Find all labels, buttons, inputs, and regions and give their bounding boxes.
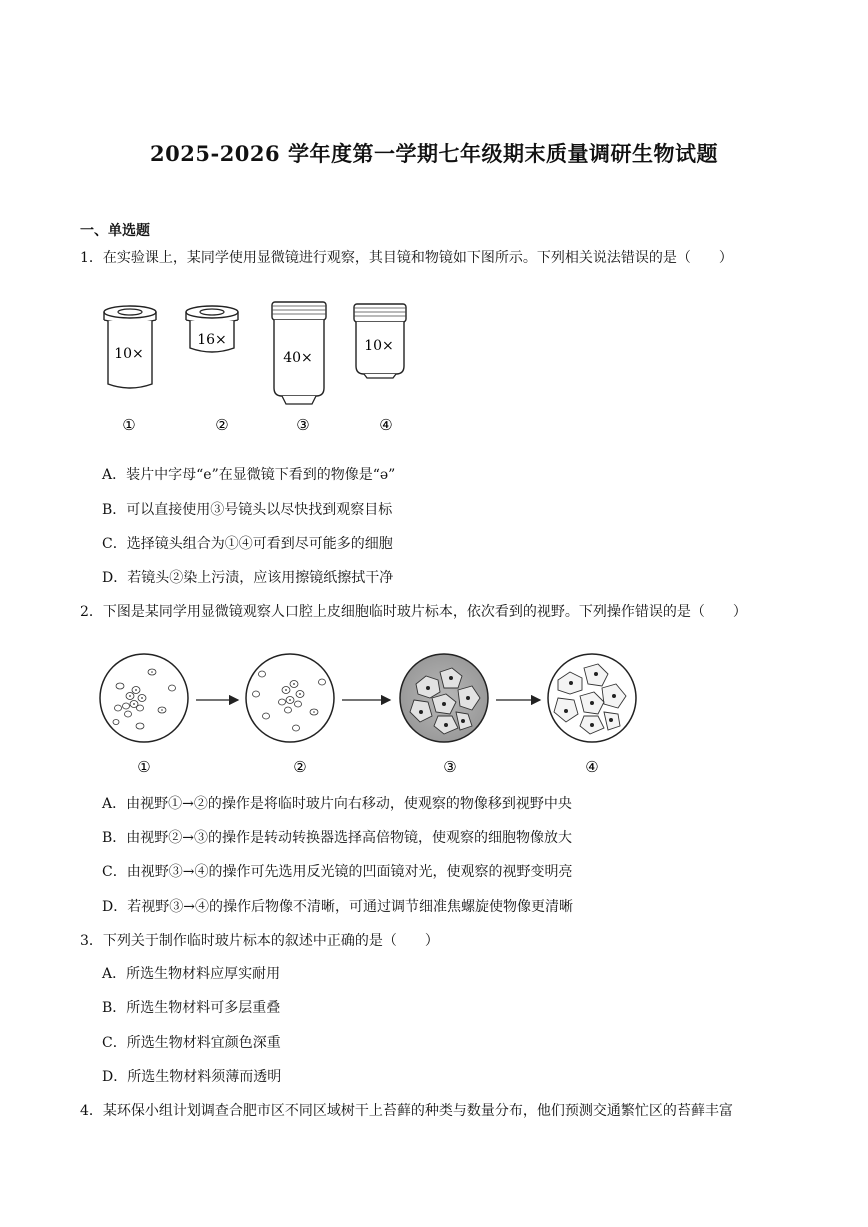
- lens-label-1: 10×: [114, 346, 144, 362]
- option-1b: B．可以直接使用③号镜头以尽快找到观察目标: [102, 502, 393, 518]
- question-number: 4．: [80, 1103, 103, 1119]
- lens-label-4: 10×: [364, 338, 394, 354]
- objective-lens-4: [354, 304, 406, 378]
- objective-lens-3: [272, 302, 326, 404]
- option-3d: D．所选生物材料须薄而透明: [102, 1069, 282, 1085]
- lens-label-3: 40×: [283, 350, 313, 366]
- question-2: [80, 602, 747, 622]
- view-marker-1: ①: [137, 758, 151, 776]
- figure-marker-3: ③: [296, 416, 310, 434]
- view-marker-3: ③: [443, 758, 457, 776]
- question-3: [80, 931, 439, 951]
- question-text: 在实验课上，某同学使用显微镜进行观察，其目镜和物镜如下图所示。下列相关说法错误的是（ ）: [102, 250, 733, 266]
- microscope-views-figure: [96, 650, 646, 780]
- view-2: [246, 654, 334, 742]
- question-number: 3．: [80, 933, 103, 949]
- lens-figure: [96, 296, 426, 438]
- option-2b: B．由视野②→③的操作是转动转换器选择高倍物镜，使观察的细胞物像放大: [102, 830, 573, 846]
- lens-label-2: 16×: [197, 332, 227, 348]
- option-1c: C．选择镜头组合为①④可看到尽可能多的细胞: [102, 536, 393, 552]
- option-3c: C．所选生物材料宜颜色深重: [102, 1035, 281, 1051]
- question-text: 下列关于制作临时玻片标本的叙述中正确的是（ ）: [102, 933, 439, 949]
- page-title: 2025-2026 学年度第一学期七年级期末质量调研生物试题: [150, 141, 718, 166]
- view-marker-2: ②: [293, 758, 307, 776]
- option-1a: A．装片中字母“e”在显微镜下看到的物像是“ə”: [102, 467, 396, 483]
- question-text: 下图是某同学用显微镜观察人口腔上皮细胞临时玻片标本，依次看到的视野。下列操作错误的是（ ）: [102, 604, 747, 620]
- question-text: 某环保小组计划调查合肥市区不同区域树干上苔藓的种类与数量分布，他们预测交通繁忙区的苔藓丰富: [102, 1103, 733, 1119]
- figure-marker-2: ②: [215, 416, 229, 434]
- view-marker-4: ④: [585, 758, 599, 776]
- question-4: [80, 1101, 733, 1121]
- view-3: [400, 654, 488, 742]
- option-2c: C．由视野③→④的操作可先选用反光镜的凹面镜对光，使观察的视野变明亮: [102, 864, 573, 880]
- view-4: [548, 654, 636, 742]
- option-1d: D．若镜头②染上污渍，应该用擦镜纸擦拭干净: [102, 570, 394, 586]
- section-heading: 一、单选题: [80, 223, 150, 239]
- option-2d: D．若视野③→④的操作后物像不清晰，可通过调节细准焦螺旋使物像更清晰: [102, 899, 573, 915]
- eyepiece-lens-2: [186, 306, 238, 352]
- question-1: [80, 248, 733, 268]
- option-3a: A．所选生物材料应厚实耐用: [102, 966, 281, 982]
- question-number: 2．: [80, 604, 103, 620]
- question-number: 1．: [80, 250, 103, 266]
- option-3b: B．所选生物材料可多层重叠: [102, 1000, 281, 1016]
- figure-marker-1: ①: [122, 416, 136, 434]
- view-1: [100, 654, 188, 742]
- figure-marker-4: ④: [379, 416, 393, 434]
- option-2a: A．由视野①→②的操作是将临时玻片向右移动，使观察的物像移到视野中央: [102, 796, 572, 812]
- eyepiece-lens-1: [104, 306, 156, 388]
